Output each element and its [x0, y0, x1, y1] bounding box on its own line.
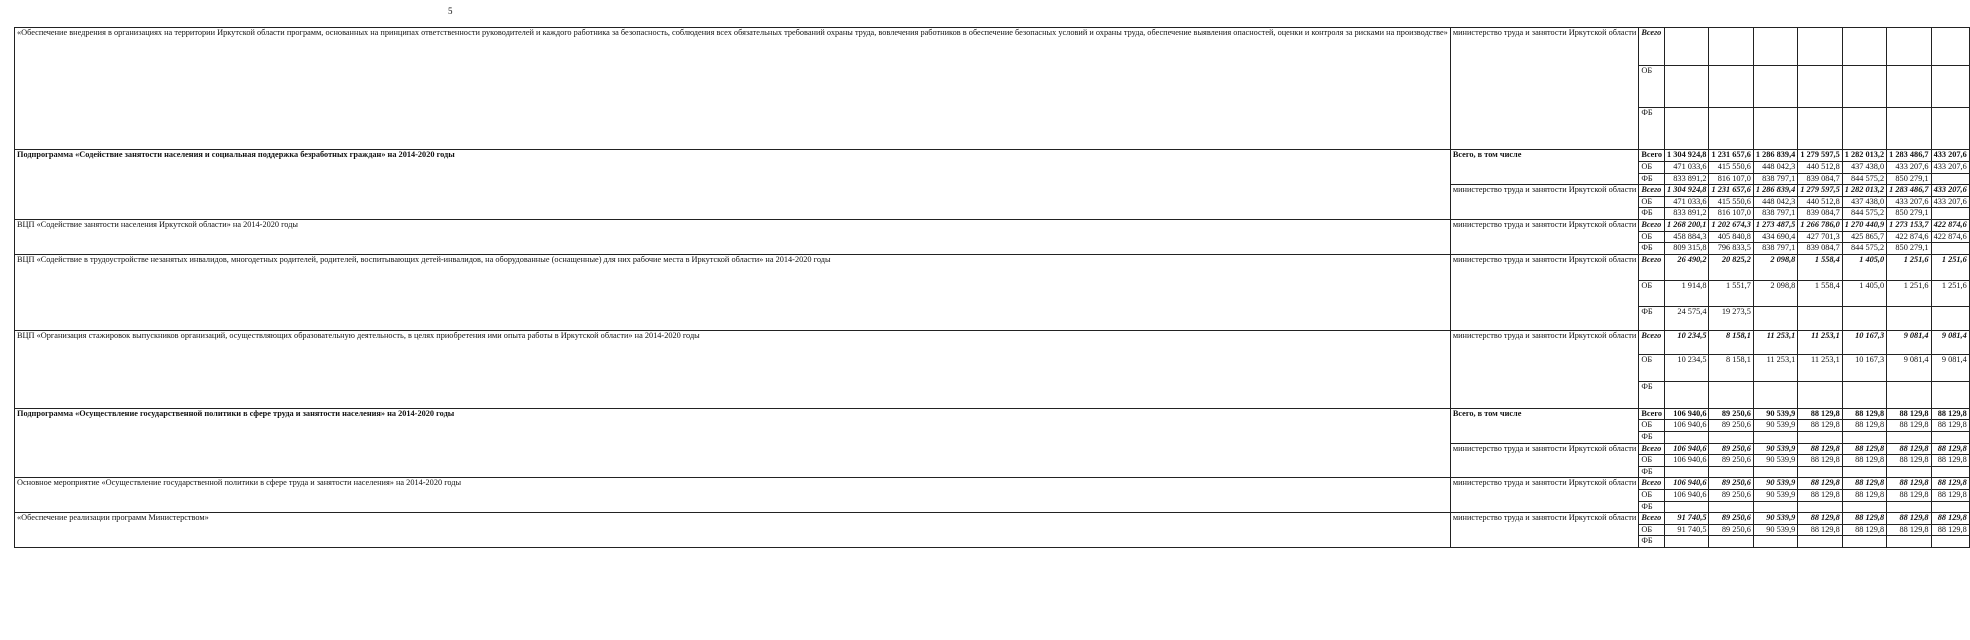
- amount-cell: 9 081,4: [1887, 354, 1931, 381]
- amount-cell: [1753, 536, 1797, 548]
- amount-cell: [1753, 108, 1797, 150]
- amount-cell: [1665, 501, 1709, 513]
- funding-source-cell: ОБ: [1639, 280, 1665, 306]
- amount-cell: 88 129,8: [1842, 420, 1886, 432]
- amount-cell: 405 840,8: [1709, 231, 1753, 243]
- amount-cell: 8 158,1: [1709, 354, 1753, 381]
- amount-cell: 88 129,8: [1887, 420, 1931, 432]
- amount-cell: 90 539,9: [1753, 443, 1797, 455]
- amount-cell: [1887, 536, 1931, 548]
- funding-source-cell: ФБ: [1639, 108, 1665, 150]
- amount-cell: 89 250,6: [1709, 524, 1753, 536]
- amount-cell: [1709, 66, 1753, 108]
- amount-cell: [1709, 466, 1753, 478]
- executor-cell: министерство труда и занятости Иркутской области: [1450, 219, 1639, 254]
- amount-cell: 1 283 486,7: [1887, 150, 1931, 162]
- amount-cell: 106 940,6: [1665, 489, 1709, 501]
- amount-cell: [1887, 306, 1931, 330]
- table-row: [15, 513, 1970, 525]
- amount-cell: 433 207,6: [1931, 185, 1969, 197]
- amount-cell: 88 129,8: [1798, 489, 1842, 501]
- table-row: [15, 219, 1970, 231]
- amount-cell: [1753, 66, 1797, 108]
- amount-cell: 88 129,8: [1931, 478, 1969, 490]
- amount-cell: 425 865,7: [1842, 231, 1886, 243]
- funding-source-cell: Всего: [1639, 330, 1665, 354]
- amount-cell: 1 282 013,2: [1842, 150, 1886, 162]
- executor-cell: министерство труда и занятости Иркутской области: [1450, 330, 1639, 408]
- amount-cell: [1798, 431, 1842, 443]
- amount-cell: [1842, 466, 1886, 478]
- amount-cell: 88 129,8: [1931, 455, 1969, 467]
- amount-cell: 433 207,6: [1887, 162, 1931, 174]
- amount-cell: 838 797,1: [1753, 208, 1797, 220]
- amount-cell: 88 129,8: [1887, 489, 1931, 501]
- amount-cell: 10 167,3: [1842, 330, 1886, 354]
- amount-cell: 8 158,1: [1709, 330, 1753, 354]
- amount-cell: 437 438,0: [1842, 196, 1886, 208]
- amount-cell: [1887, 66, 1931, 108]
- amount-cell: 839 084,7: [1798, 243, 1842, 255]
- amount-cell: [1887, 501, 1931, 513]
- program-name-cell: ВЦП «Содействие в трудоустройстве незанятых инвалидов, многодетных родителей, родителей, воспитывающих детей-инвалидов, на оборудованные (оснащенные) для них рабочие места в Иркутской области» на 2014-2020 годы: [15, 254, 1451, 330]
- amount-cell: 11 253,1: [1753, 354, 1797, 381]
- amount-cell: [1753, 501, 1797, 513]
- amount-cell: 448 042,3: [1753, 196, 1797, 208]
- amount-cell: 88 129,8: [1842, 478, 1886, 490]
- executor-cell: Всего, в том числе: [1450, 150, 1639, 185]
- amount-cell: [1665, 536, 1709, 548]
- amount-cell: 9 081,4: [1931, 330, 1969, 354]
- amount-cell: 437 438,0: [1842, 162, 1886, 174]
- funding-source-cell: ОБ: [1639, 489, 1665, 501]
- program-name-cell: ВЦП «Содействие занятости населения Иркутской области» на 2014-2020 годы: [15, 219, 1451, 254]
- funding-source-cell: Всего: [1639, 408, 1665, 420]
- amount-cell: 434 690,4: [1753, 231, 1797, 243]
- amount-cell: 1 405,0: [1842, 280, 1886, 306]
- budget-table: [14, 27, 1970, 548]
- amount-cell: 1 282 013,2: [1842, 185, 1886, 197]
- amount-cell: 9 081,4: [1931, 354, 1969, 381]
- amount-cell: [1798, 501, 1842, 513]
- amount-cell: 88 129,8: [1931, 513, 1969, 525]
- amount-cell: 106 940,6: [1665, 443, 1709, 455]
- amount-cell: 88 129,8: [1798, 420, 1842, 432]
- amount-cell: [1753, 431, 1797, 443]
- amount-cell: 433 207,6: [1931, 150, 1969, 162]
- amount-cell: [1931, 243, 1969, 255]
- amount-cell: [1931, 208, 1969, 220]
- program-name-cell: ВЦП «Организация стажировок выпускников организаций, осуществляющих образовательную деятельность, в целях приобретения ими опыта работы в Иркутской области» на 2014-2020 годы: [15, 330, 1451, 408]
- page-number: 5: [448, 6, 453, 16]
- amount-cell: 88 129,8: [1842, 443, 1886, 455]
- amount-cell: 422 874,6: [1931, 231, 1969, 243]
- amount-cell: [1753, 28, 1797, 66]
- amount-cell: [1931, 66, 1969, 108]
- executor-cell: министерство труда и занятости Иркутской области: [1450, 478, 1639, 513]
- amount-cell: 88 129,8: [1887, 524, 1931, 536]
- amount-cell: 1 266 786,0: [1798, 219, 1842, 231]
- funding-source-cell: ФБ: [1639, 243, 1665, 255]
- amount-cell: [1753, 381, 1797, 408]
- amount-cell: [1709, 536, 1753, 548]
- amount-cell: 1 286 839,4: [1753, 150, 1797, 162]
- amount-cell: 1 273 153,7: [1887, 219, 1931, 231]
- amount-cell: [1887, 431, 1931, 443]
- amount-cell: [1798, 66, 1842, 108]
- amount-cell: 10 234,5: [1665, 330, 1709, 354]
- amount-cell: 422 874,6: [1887, 231, 1931, 243]
- amount-cell: 838 797,1: [1753, 173, 1797, 185]
- amount-cell: 88 129,8: [1798, 455, 1842, 467]
- amount-cell: [1798, 28, 1842, 66]
- amount-cell: [1798, 381, 1842, 408]
- amount-cell: 844 575,2: [1842, 173, 1886, 185]
- amount-cell: 24 575,4: [1665, 306, 1709, 330]
- amount-cell: 89 250,6: [1709, 455, 1753, 467]
- amount-cell: 106 940,6: [1665, 420, 1709, 432]
- amount-cell: 88 129,8: [1842, 524, 1886, 536]
- amount-cell: 89 250,6: [1709, 443, 1753, 455]
- amount-cell: 1 279 597,5: [1798, 185, 1842, 197]
- amount-cell: 415 550,6: [1709, 162, 1753, 174]
- amount-cell: 19 273,5: [1709, 306, 1753, 330]
- amount-cell: 26 490,2: [1665, 254, 1709, 280]
- amount-cell: [1931, 501, 1969, 513]
- amount-cell: 427 701,3: [1798, 231, 1842, 243]
- funding-source-cell: ОБ: [1639, 162, 1665, 174]
- amount-cell: [1842, 501, 1886, 513]
- amount-cell: 1 558,4: [1798, 280, 1842, 306]
- amount-cell: 1 273 487,5: [1753, 219, 1797, 231]
- table-row: [15, 408, 1970, 420]
- amount-cell: 91 740,5: [1665, 524, 1709, 536]
- amount-cell: 440 512,8: [1798, 162, 1842, 174]
- executor-cell: министерство труда и занятости Иркутской области: [1450, 443, 1639, 478]
- amount-cell: 1 286 839,4: [1753, 185, 1797, 197]
- amount-cell: 11 253,1: [1798, 354, 1842, 381]
- amount-cell: 88 129,8: [1887, 478, 1931, 490]
- amount-cell: 88 129,8: [1798, 524, 1842, 536]
- amount-cell: [1798, 536, 1842, 548]
- amount-cell: 88 129,8: [1931, 420, 1969, 432]
- funding-source-cell: ФБ: [1639, 173, 1665, 185]
- amount-cell: 1 202 674,3: [1709, 219, 1753, 231]
- amount-cell: 1 405,0: [1842, 254, 1886, 280]
- amount-cell: 816 107,0: [1709, 208, 1753, 220]
- amount-cell: [1798, 466, 1842, 478]
- amount-cell: 90 539,9: [1753, 420, 1797, 432]
- program-name-cell: Подпрограмма «Содействие занятости населения и социальная поддержка безработных граждан» на 2014-2020 годы: [15, 150, 1451, 220]
- amount-cell: 90 539,9: [1753, 513, 1797, 525]
- funding-source-cell: ОБ: [1639, 524, 1665, 536]
- amount-cell: [1709, 28, 1753, 66]
- funding-source-cell: ОБ: [1639, 196, 1665, 208]
- funding-source-cell: ФБ: [1639, 431, 1665, 443]
- amount-cell: 88 129,8: [1887, 455, 1931, 467]
- amount-cell: 88 129,8: [1842, 489, 1886, 501]
- program-name-cell: «Обеспечение реализации программ Министерством»: [15, 513, 1451, 548]
- amount-cell: 1 270 440,9: [1842, 219, 1886, 231]
- amount-cell: 2 098,8: [1753, 254, 1797, 280]
- amount-cell: 1 231 657,6: [1709, 150, 1753, 162]
- program-name-cell: Основное мероприятие «Осуществление государственной политики в сфере труда и занятости населения» на 2014-2020 годы: [15, 478, 1451, 513]
- executor-cell: министерство труда и занятости Иркутской области: [1450, 513, 1639, 548]
- amount-cell: 2 098,8: [1753, 280, 1797, 306]
- amount-cell: 422 874,6: [1931, 219, 1969, 231]
- amount-cell: 816 107,0: [1709, 173, 1753, 185]
- amount-cell: [1665, 466, 1709, 478]
- amount-cell: [1931, 536, 1969, 548]
- amount-cell: 415 550,6: [1709, 196, 1753, 208]
- amount-cell: 88 129,8: [1931, 408, 1969, 420]
- amount-cell: 433 207,6: [1931, 162, 1969, 174]
- amount-cell: 88 129,8: [1887, 408, 1931, 420]
- amount-cell: 88 129,8: [1798, 478, 1842, 490]
- funding-source-cell: Всего: [1639, 443, 1665, 455]
- funding-source-cell: ФБ: [1639, 306, 1665, 330]
- amount-cell: 88 129,8: [1931, 524, 1969, 536]
- amount-cell: 88 129,8: [1798, 513, 1842, 525]
- amount-cell: [1753, 466, 1797, 478]
- amount-cell: 844 575,2: [1842, 208, 1886, 220]
- funding-source-cell: Всего: [1639, 185, 1665, 197]
- amount-cell: 1 279 597,5: [1798, 150, 1842, 162]
- amount-cell: 850 279,1: [1887, 208, 1931, 220]
- amount-cell: 796 833,5: [1709, 243, 1753, 255]
- amount-cell: [1798, 306, 1842, 330]
- amount-cell: 91 740,5: [1665, 513, 1709, 525]
- amount-cell: 88 129,8: [1842, 408, 1886, 420]
- funding-source-cell: Всего: [1639, 478, 1665, 490]
- amount-cell: 88 129,8: [1842, 513, 1886, 525]
- amount-cell: 448 042,3: [1753, 162, 1797, 174]
- executor-cell: министерство труда и занятости Иркутской области: [1450, 185, 1639, 220]
- table-row: [15, 330, 1970, 354]
- amount-cell: 88 129,8: [1798, 408, 1842, 420]
- funding-source-cell: ФБ: [1639, 466, 1665, 478]
- amount-cell: 20 825,2: [1709, 254, 1753, 280]
- amount-cell: [1842, 306, 1886, 330]
- amount-cell: 1 304 924,8: [1665, 150, 1709, 162]
- amount-cell: 839 084,7: [1798, 208, 1842, 220]
- amount-cell: 838 797,1: [1753, 243, 1797, 255]
- amount-cell: 10 234,5: [1665, 354, 1709, 381]
- amount-cell: [1753, 306, 1797, 330]
- amount-cell: [1842, 108, 1886, 150]
- amount-cell: 106 940,6: [1665, 478, 1709, 490]
- amount-cell: 106 940,6: [1665, 408, 1709, 420]
- amount-cell: 90 539,9: [1753, 489, 1797, 501]
- amount-cell: [1709, 108, 1753, 150]
- amount-cell: [1665, 431, 1709, 443]
- funding-source-cell: Всего: [1639, 254, 1665, 280]
- amount-cell: [1842, 431, 1886, 443]
- amount-cell: 440 512,8: [1798, 196, 1842, 208]
- amount-cell: 1 558,4: [1798, 254, 1842, 280]
- amount-cell: [1931, 173, 1969, 185]
- amount-cell: 106 940,6: [1665, 455, 1709, 467]
- amount-cell: 88 129,8: [1842, 455, 1886, 467]
- executor-cell: министерство труда и занятости Иркутской области: [1450, 28, 1639, 150]
- amount-cell: 1 251,6: [1931, 254, 1969, 280]
- funding-source-cell: ФБ: [1639, 536, 1665, 548]
- amount-cell: [1665, 381, 1709, 408]
- amount-cell: 433 207,6: [1887, 196, 1931, 208]
- amount-cell: 433 207,6: [1931, 196, 1969, 208]
- amount-cell: [1887, 466, 1931, 478]
- amount-cell: 89 250,6: [1709, 420, 1753, 432]
- amount-cell: 11 253,1: [1753, 330, 1797, 354]
- funding-source-cell: ФБ: [1639, 208, 1665, 220]
- amount-cell: 844 575,2: [1842, 243, 1886, 255]
- amount-cell: [1665, 108, 1709, 150]
- amount-cell: [1709, 431, 1753, 443]
- amount-cell: 1 251,6: [1887, 280, 1931, 306]
- amount-cell: [1842, 66, 1886, 108]
- amount-cell: [1665, 28, 1709, 66]
- amount-cell: 458 884,3: [1665, 231, 1709, 243]
- amount-cell: 1 231 657,6: [1709, 185, 1753, 197]
- table-row: [15, 150, 1970, 162]
- funding-source-cell: ОБ: [1639, 66, 1665, 108]
- funding-source-cell: Всего: [1639, 150, 1665, 162]
- amount-cell: 90 539,9: [1753, 408, 1797, 420]
- amount-cell: 1 304 924,8: [1665, 185, 1709, 197]
- amount-cell: 471 033,6: [1665, 162, 1709, 174]
- funding-source-cell: ОБ: [1639, 231, 1665, 243]
- amount-cell: 90 539,9: [1753, 478, 1797, 490]
- amount-cell: 1 251,6: [1931, 280, 1969, 306]
- amount-cell: 88 129,8: [1798, 443, 1842, 455]
- funding-source-cell: ФБ: [1639, 381, 1665, 408]
- amount-cell: 89 250,6: [1709, 408, 1753, 420]
- amount-cell: 1 268 200,1: [1665, 219, 1709, 231]
- amount-cell: 850 279,1: [1887, 173, 1931, 185]
- amount-cell: 89 250,6: [1709, 489, 1753, 501]
- executor-cell: Всего, в том числе: [1450, 408, 1639, 443]
- amount-cell: 471 033,6: [1665, 196, 1709, 208]
- amount-cell: 88 129,8: [1887, 513, 1931, 525]
- amount-cell: [1887, 28, 1931, 66]
- amount-cell: [1931, 431, 1969, 443]
- amount-cell: 88 129,8: [1931, 489, 1969, 501]
- funding-source-cell: ОБ: [1639, 455, 1665, 467]
- amount-cell: [1665, 66, 1709, 108]
- amount-cell: 809 315,8: [1665, 243, 1709, 255]
- amount-cell: 90 539,9: [1753, 524, 1797, 536]
- program-name-cell: «Обеспечение внедрения в организациях на территории Иркутской области программ, основанных на принципах ответственности руководителей и каждого работника за безопасность, соблюдения всех обязательных требований охраны труда, вовлечения работников в обеспечение безопасных условий и охраны труда, обеспечение выявления опасностей, оценки и контроля за рисками на производстве»: [15, 28, 1451, 150]
- funding-source-cell: Всего: [1639, 219, 1665, 231]
- program-name-cell: Подпрограмма «Осуществление государственной политики в сфере труда и занятости населения» на 2014-2020 годы: [15, 408, 1451, 478]
- amount-cell: [1931, 466, 1969, 478]
- funding-source-cell: ФБ: [1639, 501, 1665, 513]
- amount-cell: 1 251,6: [1887, 254, 1931, 280]
- amount-cell: [1887, 108, 1931, 150]
- amount-cell: 833 891,2: [1665, 208, 1709, 220]
- executor-cell: министерство труда и занятости Иркутской области: [1450, 254, 1639, 330]
- amount-cell: [1931, 306, 1969, 330]
- amount-cell: [1709, 501, 1753, 513]
- table-row: [15, 254, 1970, 280]
- amount-cell: 839 084,7: [1798, 173, 1842, 185]
- amount-cell: [1709, 381, 1753, 408]
- funding-source-cell: Всего: [1639, 28, 1665, 66]
- amount-cell: [1842, 536, 1886, 548]
- table-row: [15, 478, 1970, 490]
- amount-cell: 89 250,6: [1709, 478, 1753, 490]
- amount-cell: [1931, 381, 1969, 408]
- table-row: [15, 28, 1970, 66]
- amount-cell: 850 279,1: [1887, 243, 1931, 255]
- amount-cell: 1 551,7: [1709, 280, 1753, 306]
- amount-cell: [1887, 381, 1931, 408]
- amount-cell: 833 891,2: [1665, 173, 1709, 185]
- amount-cell: 10 167,3: [1842, 354, 1886, 381]
- amount-cell: [1931, 108, 1969, 150]
- amount-cell: 88 129,8: [1887, 443, 1931, 455]
- funding-source-cell: Всего: [1639, 513, 1665, 525]
- amount-cell: 9 081,4: [1887, 330, 1931, 354]
- amount-cell: 11 253,1: [1798, 330, 1842, 354]
- amount-cell: 1 914,8: [1665, 280, 1709, 306]
- amount-cell: [1842, 28, 1886, 66]
- amount-cell: [1842, 381, 1886, 408]
- funding-source-cell: ОБ: [1639, 354, 1665, 381]
- funding-source-cell: ОБ: [1639, 420, 1665, 432]
- amount-cell: 88 129,8: [1931, 443, 1969, 455]
- amount-cell: 1 283 486,7: [1887, 185, 1931, 197]
- amount-cell: [1798, 108, 1842, 150]
- amount-cell: 90 539,9: [1753, 455, 1797, 467]
- amount-cell: 89 250,6: [1709, 513, 1753, 525]
- amount-cell: [1931, 28, 1969, 66]
